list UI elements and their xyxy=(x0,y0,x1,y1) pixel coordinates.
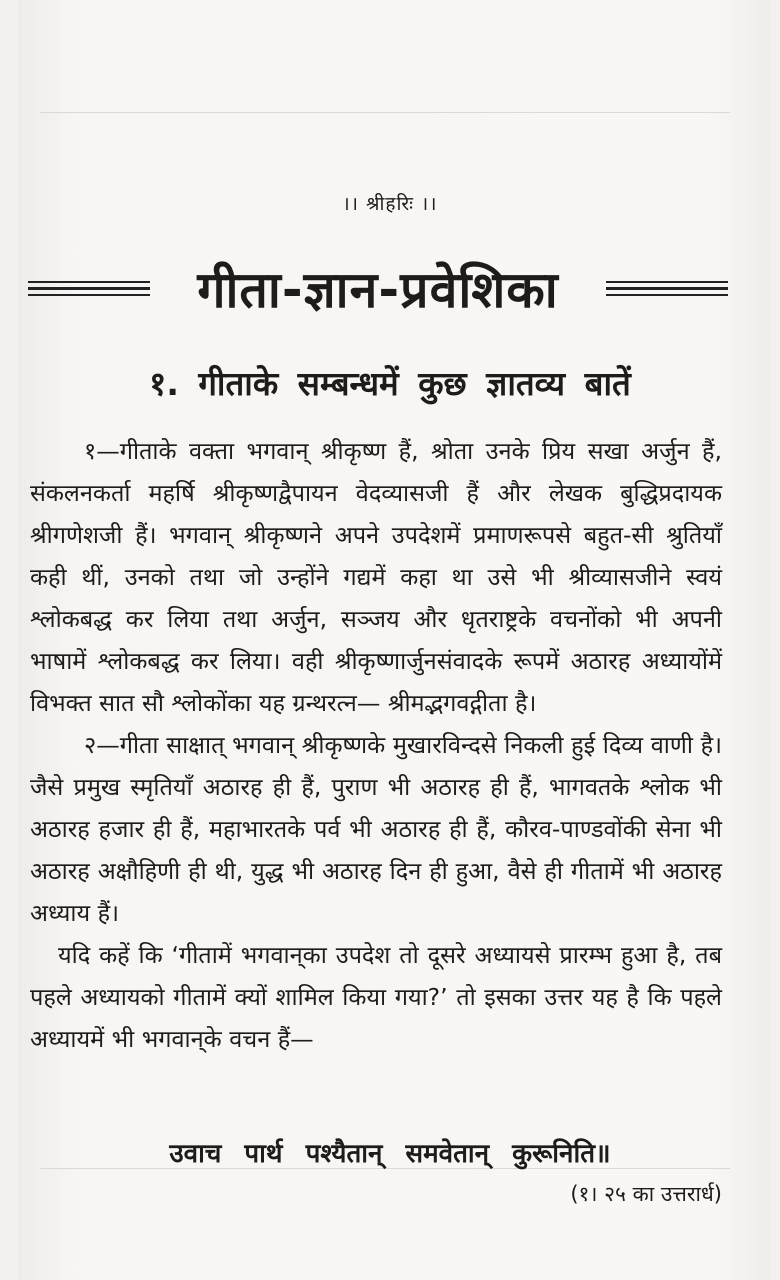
paragraph: २—गीता साक्षात् भगवान् श्रीकृष्णके मुखारविन्दसे निकली हुई दिव्य वाणी है। जैसे प्रमुख स्मृतियाँ अठारह ही हैं, पुराण भी अठारह ही हैं, भागवतके श्लोक भी अठारह हजार ही हैं, महाभारतके पर्व भी अठारह ही हैं, कौरव-पाण्डवोंकी सेना भी अठारह अक्षौहिणी ही थी, युद्ध भी अठारह दिन ही हुआ, वैसे ही गीतामें भी अठारह अध्याय हैं। xyxy=(30,731,722,927)
bleed-through-rule xyxy=(40,112,730,113)
paragraph: १—गीताके वक्ता भगवान् श्रीकृष्ण हैं, श्रोता उनके प्रिय सखा अर्जुन हैं, संकलनकर्ता महर्षि श्रीकृष्णद्वैपायन वेदव्यासजी हैं और लेखक बुद्धिप्रदायक श्रीगणेशजी हैं। भगवान् श्रीकृष्णने अपने उपदेशमें प्रमाणरूपसे बहुत-सी श्रुतियाँ कही थीं, उनको तथा जो उन्होंने गद्यमें कहा था उसे भी श्रीव्यासजीने स्वयं श्लोकबद्ध कर लिया तथा अर्जुन, सञ्जय और धृतराष्ट्रके वचनोंको भी अपनी भाषामें श्लोकबद्ध कर लिया। वही श्रीकृष्णार्जुनसंवादके रूपमें अठारह अध्यायोंमें विभक्त सात सौ श्लोकोंका यह ग्रन्थरत्न— श्रीमद्भगवद्गीता है। xyxy=(30,437,722,717)
body-text xyxy=(30,430,722,1060)
title-rule-left xyxy=(28,281,150,296)
page-title: गीता-ज्ञान-प्रवेशिका xyxy=(197,261,559,319)
verse-quote: उवाच पार्थ पश्यैतान् समवेतान् कुरूनिति॥ xyxy=(169,1139,611,1169)
verse-reference: (१। २५ का उत्तरार्ध) xyxy=(570,1182,722,1206)
title-rule-right xyxy=(606,281,728,296)
invocation: ।। श्रीहरिः ।। xyxy=(342,193,438,215)
title-block xyxy=(28,248,728,328)
paragraph: यदि कहें कि ‘गीतामें भगवान्‌का उपदेश तो दूसरे अध्यायसे प्रारम्भ हुआ है, तब पहले अध्यायको गीतामें क्यों शामिल किया गया?’ तो इसका उत्तर यह है कि पहले अध्यायमें भी भगवान्‌के वचन हैं— xyxy=(30,941,722,1053)
chapter-heading: १. गीताके सम्बन्धमें कुछ ज्ञातव्य बातें xyxy=(149,364,631,403)
